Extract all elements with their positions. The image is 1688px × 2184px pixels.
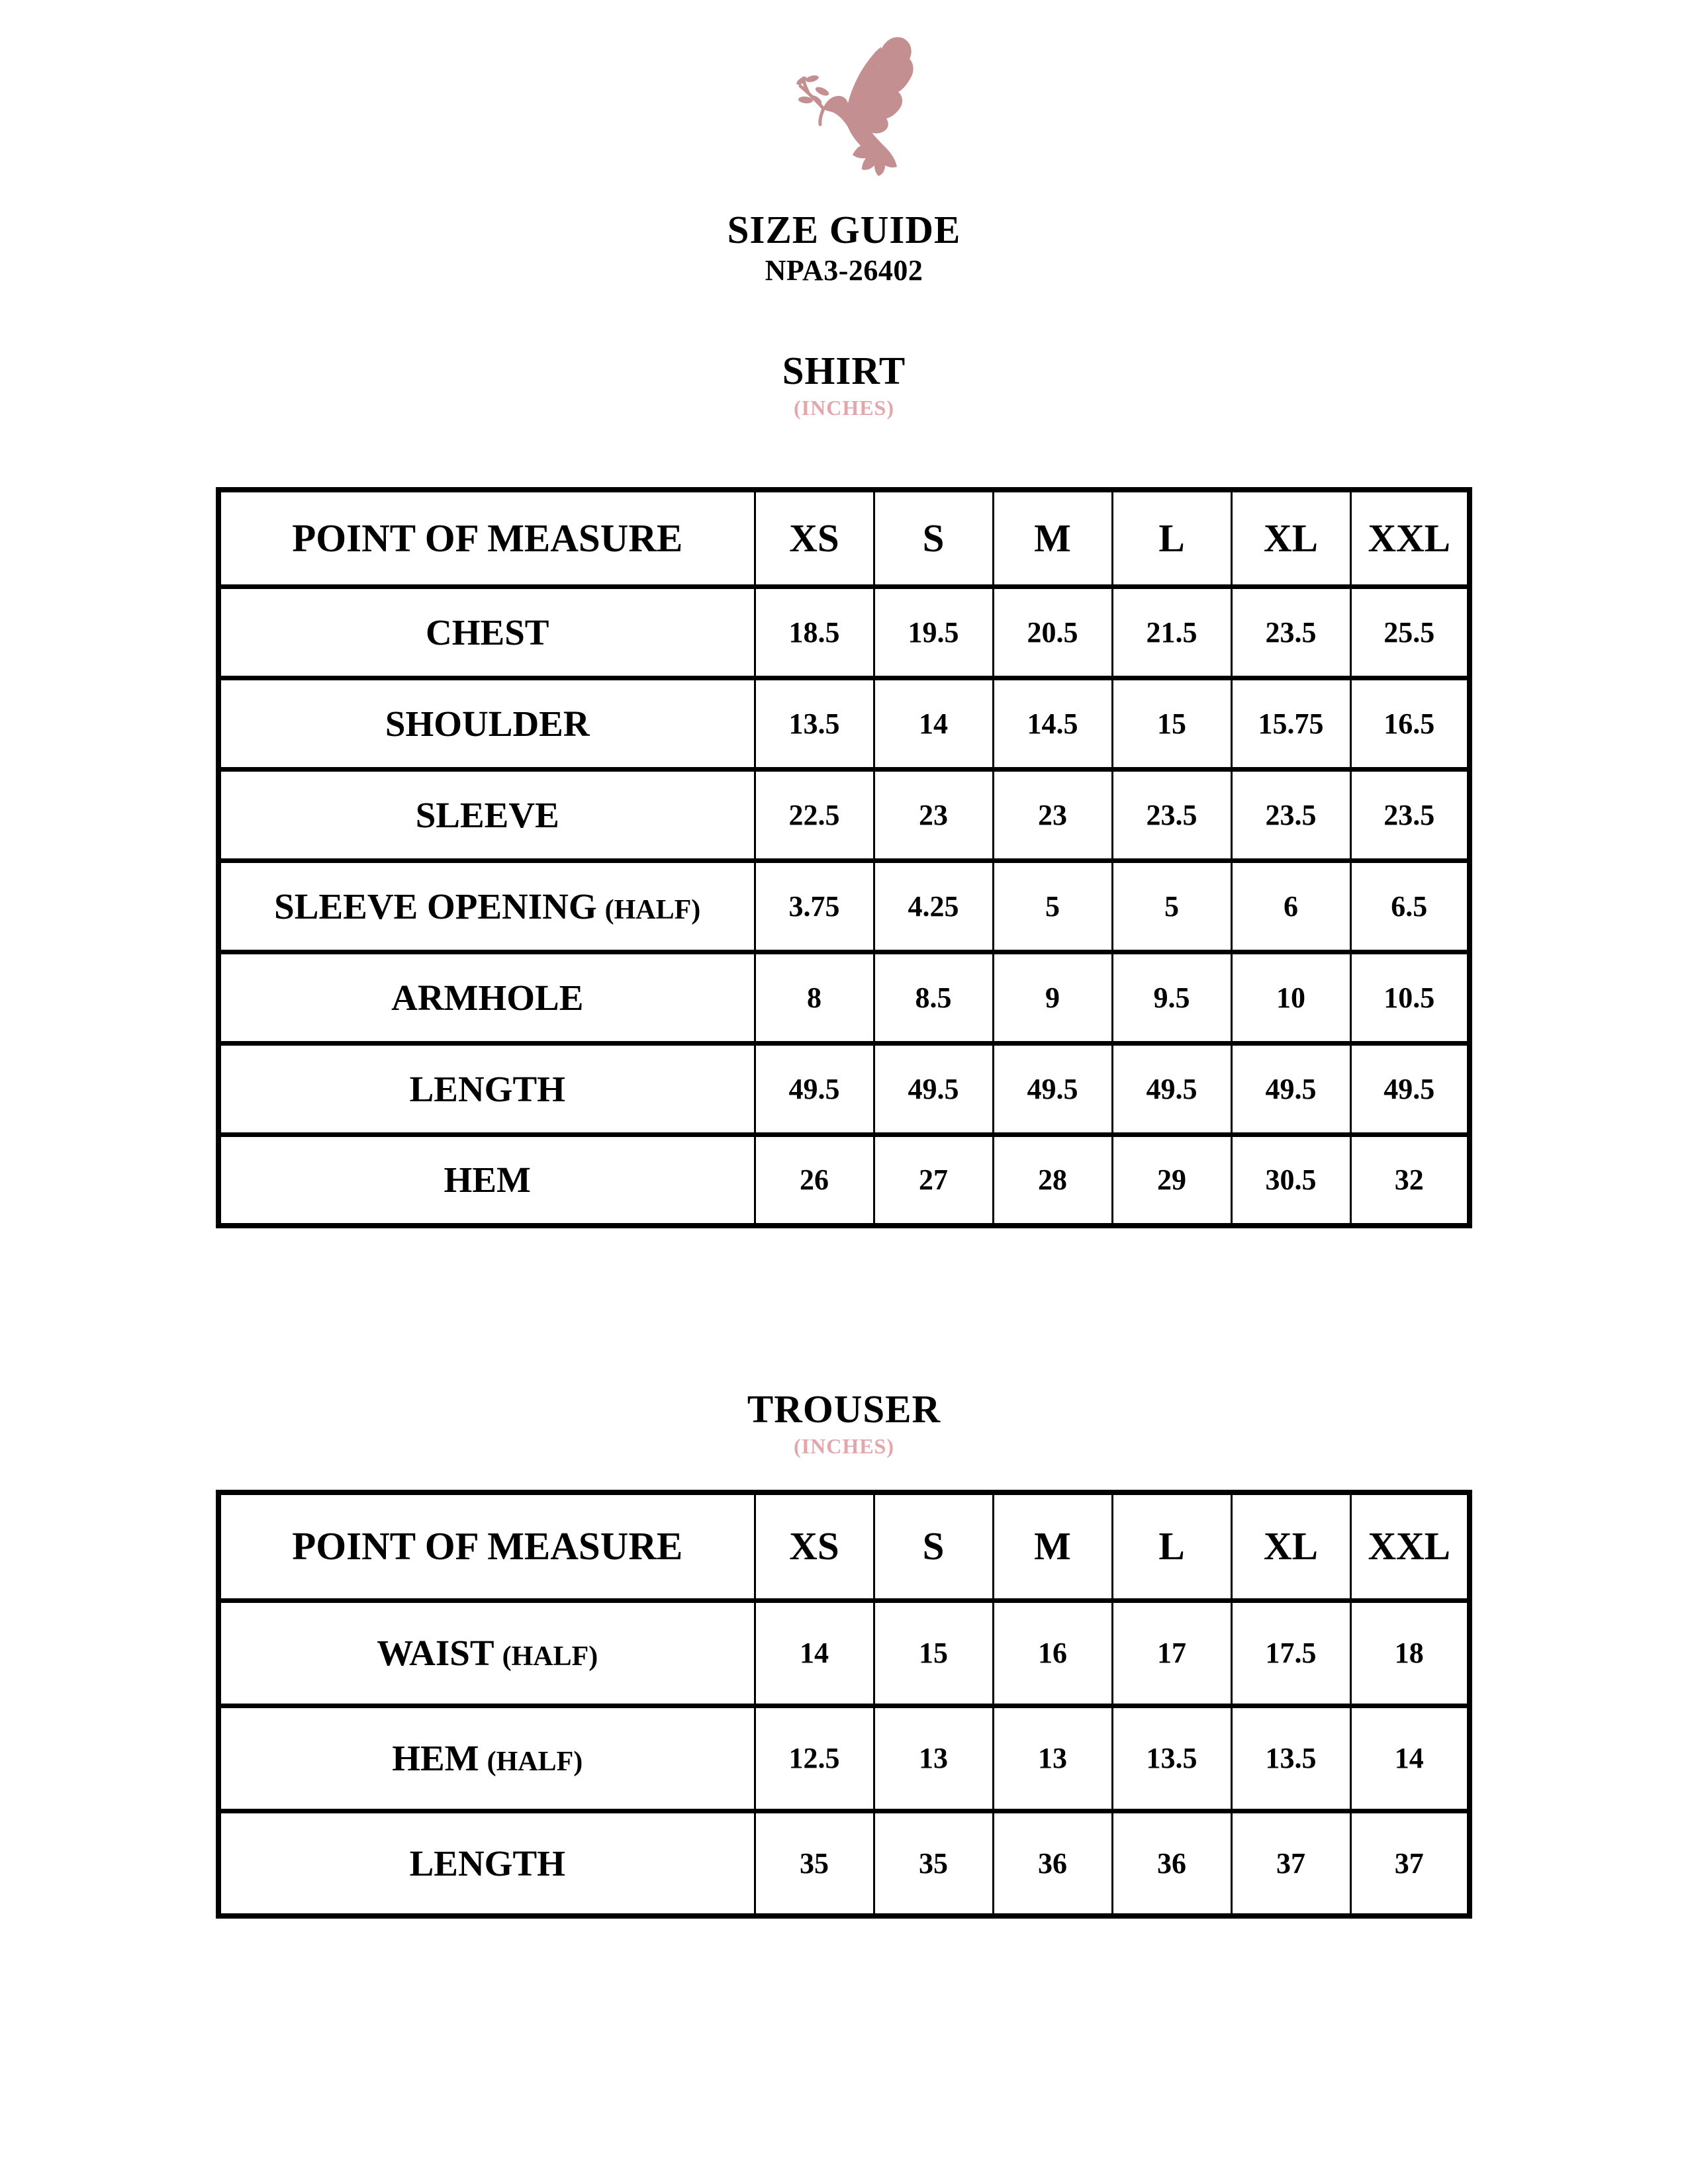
size-value-cell: 15.75 bbox=[1231, 678, 1350, 769]
trouser-section-title: TROUSER bbox=[747, 1387, 941, 1431]
shirt-size-table bbox=[216, 487, 1472, 1228]
size-value-cell: 22.5 bbox=[755, 769, 874, 860]
size-value-cell: 5 bbox=[1112, 860, 1231, 952]
size-column-header: L bbox=[1112, 1492, 1231, 1600]
size-value-cell: 29 bbox=[1112, 1134, 1231, 1226]
size-value-cell: 49.5 bbox=[874, 1043, 993, 1134]
size-value-cell: 23 bbox=[874, 769, 993, 860]
measure-row bbox=[218, 586, 1470, 678]
size-value-cell: 13.5 bbox=[755, 678, 874, 769]
size-column-header: M bbox=[993, 490, 1112, 586]
size-value-cell: 8.5 bbox=[874, 952, 993, 1043]
size-value-cell: 23 bbox=[993, 769, 1112, 860]
size-value-cell: 13 bbox=[993, 1706, 1112, 1811]
size-column-header: XL bbox=[1231, 1492, 1350, 1600]
size-value-cell: 14 bbox=[1350, 1706, 1470, 1811]
size-value-cell: 16.5 bbox=[1350, 678, 1470, 769]
size-value-cell: 30.5 bbox=[1231, 1134, 1350, 1226]
size-value-cell: 23.5 bbox=[1350, 769, 1470, 860]
measure-row bbox=[218, 678, 1470, 769]
size-value-cell: 4.25 bbox=[874, 860, 993, 952]
size-column-header: L bbox=[1112, 490, 1231, 586]
trouser-size-table bbox=[216, 1490, 1472, 1919]
header-row bbox=[218, 490, 1470, 586]
brand-logo bbox=[17, 0, 1688, 192]
measure-label-text: SHOULDER bbox=[385, 703, 590, 744]
measure-label-text: SLEEVE bbox=[415, 794, 559, 835]
size-column-header: XL bbox=[1231, 490, 1350, 586]
size-value-cell: 14 bbox=[755, 1600, 874, 1706]
measure-label bbox=[218, 586, 755, 678]
measure-row bbox=[218, 860, 1470, 952]
point-of-measure-header: POINT OF MEASURE bbox=[218, 490, 755, 586]
measure-label-text: ARMHOLE bbox=[391, 977, 584, 1018]
measure-label-text: WAIST bbox=[377, 1633, 494, 1673]
size-value-cell: 26 bbox=[755, 1134, 874, 1226]
size-value-cell: 35 bbox=[874, 1811, 993, 1916]
style-code: NPA3-26402 bbox=[765, 254, 923, 287]
size-value-cell: 49.5 bbox=[1112, 1043, 1231, 1134]
measure-label-text: HEM bbox=[392, 1738, 479, 1778]
size-value-cell: 18.5 bbox=[755, 586, 874, 678]
measure-label bbox=[218, 678, 755, 769]
measure-label bbox=[218, 860, 755, 952]
size-value-cell: 49.5 bbox=[1231, 1043, 1350, 1134]
size-value-cell: 8 bbox=[755, 952, 874, 1043]
measure-label bbox=[218, 1706, 755, 1811]
size-column-header: M bbox=[993, 1492, 1112, 1600]
measure-label-suffix: (HALF) bbox=[604, 894, 701, 925]
size-value-cell: 32 bbox=[1350, 1134, 1470, 1226]
measure-row bbox=[218, 1706, 1470, 1811]
size-value-cell: 23.5 bbox=[1231, 769, 1350, 860]
measure-row bbox=[218, 952, 1470, 1043]
dove-logo-icon bbox=[782, 33, 941, 192]
size-value-cell: 25.5 bbox=[1350, 586, 1470, 678]
shirt-section-title: SHIRT bbox=[782, 349, 906, 392]
size-value-cell: 10 bbox=[1231, 952, 1350, 1043]
size-value-cell: 23.5 bbox=[1112, 769, 1231, 860]
size-value-cell: 37 bbox=[1231, 1811, 1350, 1916]
measure-label bbox=[218, 1811, 755, 1916]
measure-label-suffix: (HALF) bbox=[502, 1641, 598, 1672]
size-value-cell: 17 bbox=[1112, 1600, 1231, 1706]
size-value-cell: 6 bbox=[1231, 860, 1350, 952]
size-column-header: XXL bbox=[1350, 490, 1470, 586]
size-value-cell: 37 bbox=[1350, 1811, 1470, 1916]
header-row bbox=[218, 1492, 1470, 1600]
measure-label-suffix: (HALF) bbox=[487, 1747, 583, 1777]
size-value-cell: 18 bbox=[1350, 1600, 1470, 1706]
size-value-cell: 5 bbox=[993, 860, 1112, 952]
size-value-cell: 21.5 bbox=[1112, 586, 1231, 678]
size-value-cell: 19.5 bbox=[874, 586, 993, 678]
measure-label bbox=[218, 952, 755, 1043]
measure-label bbox=[218, 1043, 755, 1134]
size-value-cell: 3.75 bbox=[755, 860, 874, 952]
measure-label-text: LENGTH bbox=[409, 1068, 565, 1109]
size-value-cell: 15 bbox=[1112, 678, 1231, 769]
size-value-cell: 35 bbox=[755, 1811, 874, 1916]
size-value-cell: 15 bbox=[874, 1600, 993, 1706]
measure-label-text: CHEST bbox=[426, 612, 549, 653]
size-value-cell: 6.5 bbox=[1350, 860, 1470, 952]
measure-row bbox=[218, 1134, 1470, 1226]
size-value-cell: 14.5 bbox=[993, 678, 1112, 769]
size-value-cell: 20.5 bbox=[993, 586, 1112, 678]
measure-label-text: HEM bbox=[444, 1160, 531, 1201]
size-value-cell: 13 bbox=[874, 1706, 993, 1811]
measure-row bbox=[218, 1600, 1470, 1706]
size-value-cell: 12.5 bbox=[755, 1706, 874, 1811]
size-value-cell: 13.5 bbox=[1231, 1706, 1350, 1811]
size-value-cell: 28 bbox=[993, 1134, 1112, 1226]
size-value-cell: 36 bbox=[993, 1811, 1112, 1916]
size-value-cell: 16 bbox=[993, 1600, 1112, 1706]
page-title: SIZE GUIDE bbox=[727, 208, 961, 251]
measure-label-text: SLEEVE OPENING bbox=[274, 886, 597, 927]
measure-label bbox=[218, 769, 755, 860]
trouser-units-label: (INCHES) bbox=[793, 1434, 894, 1458]
measure-label bbox=[218, 1600, 755, 1706]
measure-row bbox=[218, 769, 1470, 860]
measure-row bbox=[218, 1811, 1470, 1916]
size-value-cell: 14 bbox=[874, 678, 993, 769]
size-value-cell: 10.5 bbox=[1350, 952, 1470, 1043]
size-column-header: XXL bbox=[1350, 1492, 1470, 1600]
size-column-header: XS bbox=[755, 1492, 874, 1600]
size-value-cell: 49.5 bbox=[1350, 1043, 1470, 1134]
size-value-cell: 23.5 bbox=[1231, 586, 1350, 678]
size-value-cell: 27 bbox=[874, 1134, 993, 1226]
size-value-cell: 17.5 bbox=[1231, 1600, 1350, 1706]
size-column-header: S bbox=[874, 490, 993, 586]
size-value-cell: 49.5 bbox=[755, 1043, 874, 1134]
shirt-units-label: (INCHES) bbox=[793, 396, 894, 420]
point-of-measure-header: POINT OF MEASURE bbox=[218, 1492, 755, 1600]
size-column-header: XS bbox=[755, 490, 874, 586]
size-column-header: S bbox=[874, 1492, 993, 1600]
measure-row bbox=[218, 1043, 1470, 1134]
size-value-cell: 49.5 bbox=[993, 1043, 1112, 1134]
size-value-cell: 9.5 bbox=[1112, 952, 1231, 1043]
shirt-section bbox=[0, 351, 1688, 1228]
size-value-cell: 36 bbox=[1112, 1811, 1231, 1916]
size-value-cell: 9 bbox=[993, 952, 1112, 1043]
trouser-section bbox=[0, 1387, 1688, 1919]
measure-label bbox=[218, 1134, 755, 1226]
measure-label-text: LENGTH bbox=[409, 1843, 565, 1884]
size-value-cell: 13.5 bbox=[1112, 1706, 1231, 1811]
